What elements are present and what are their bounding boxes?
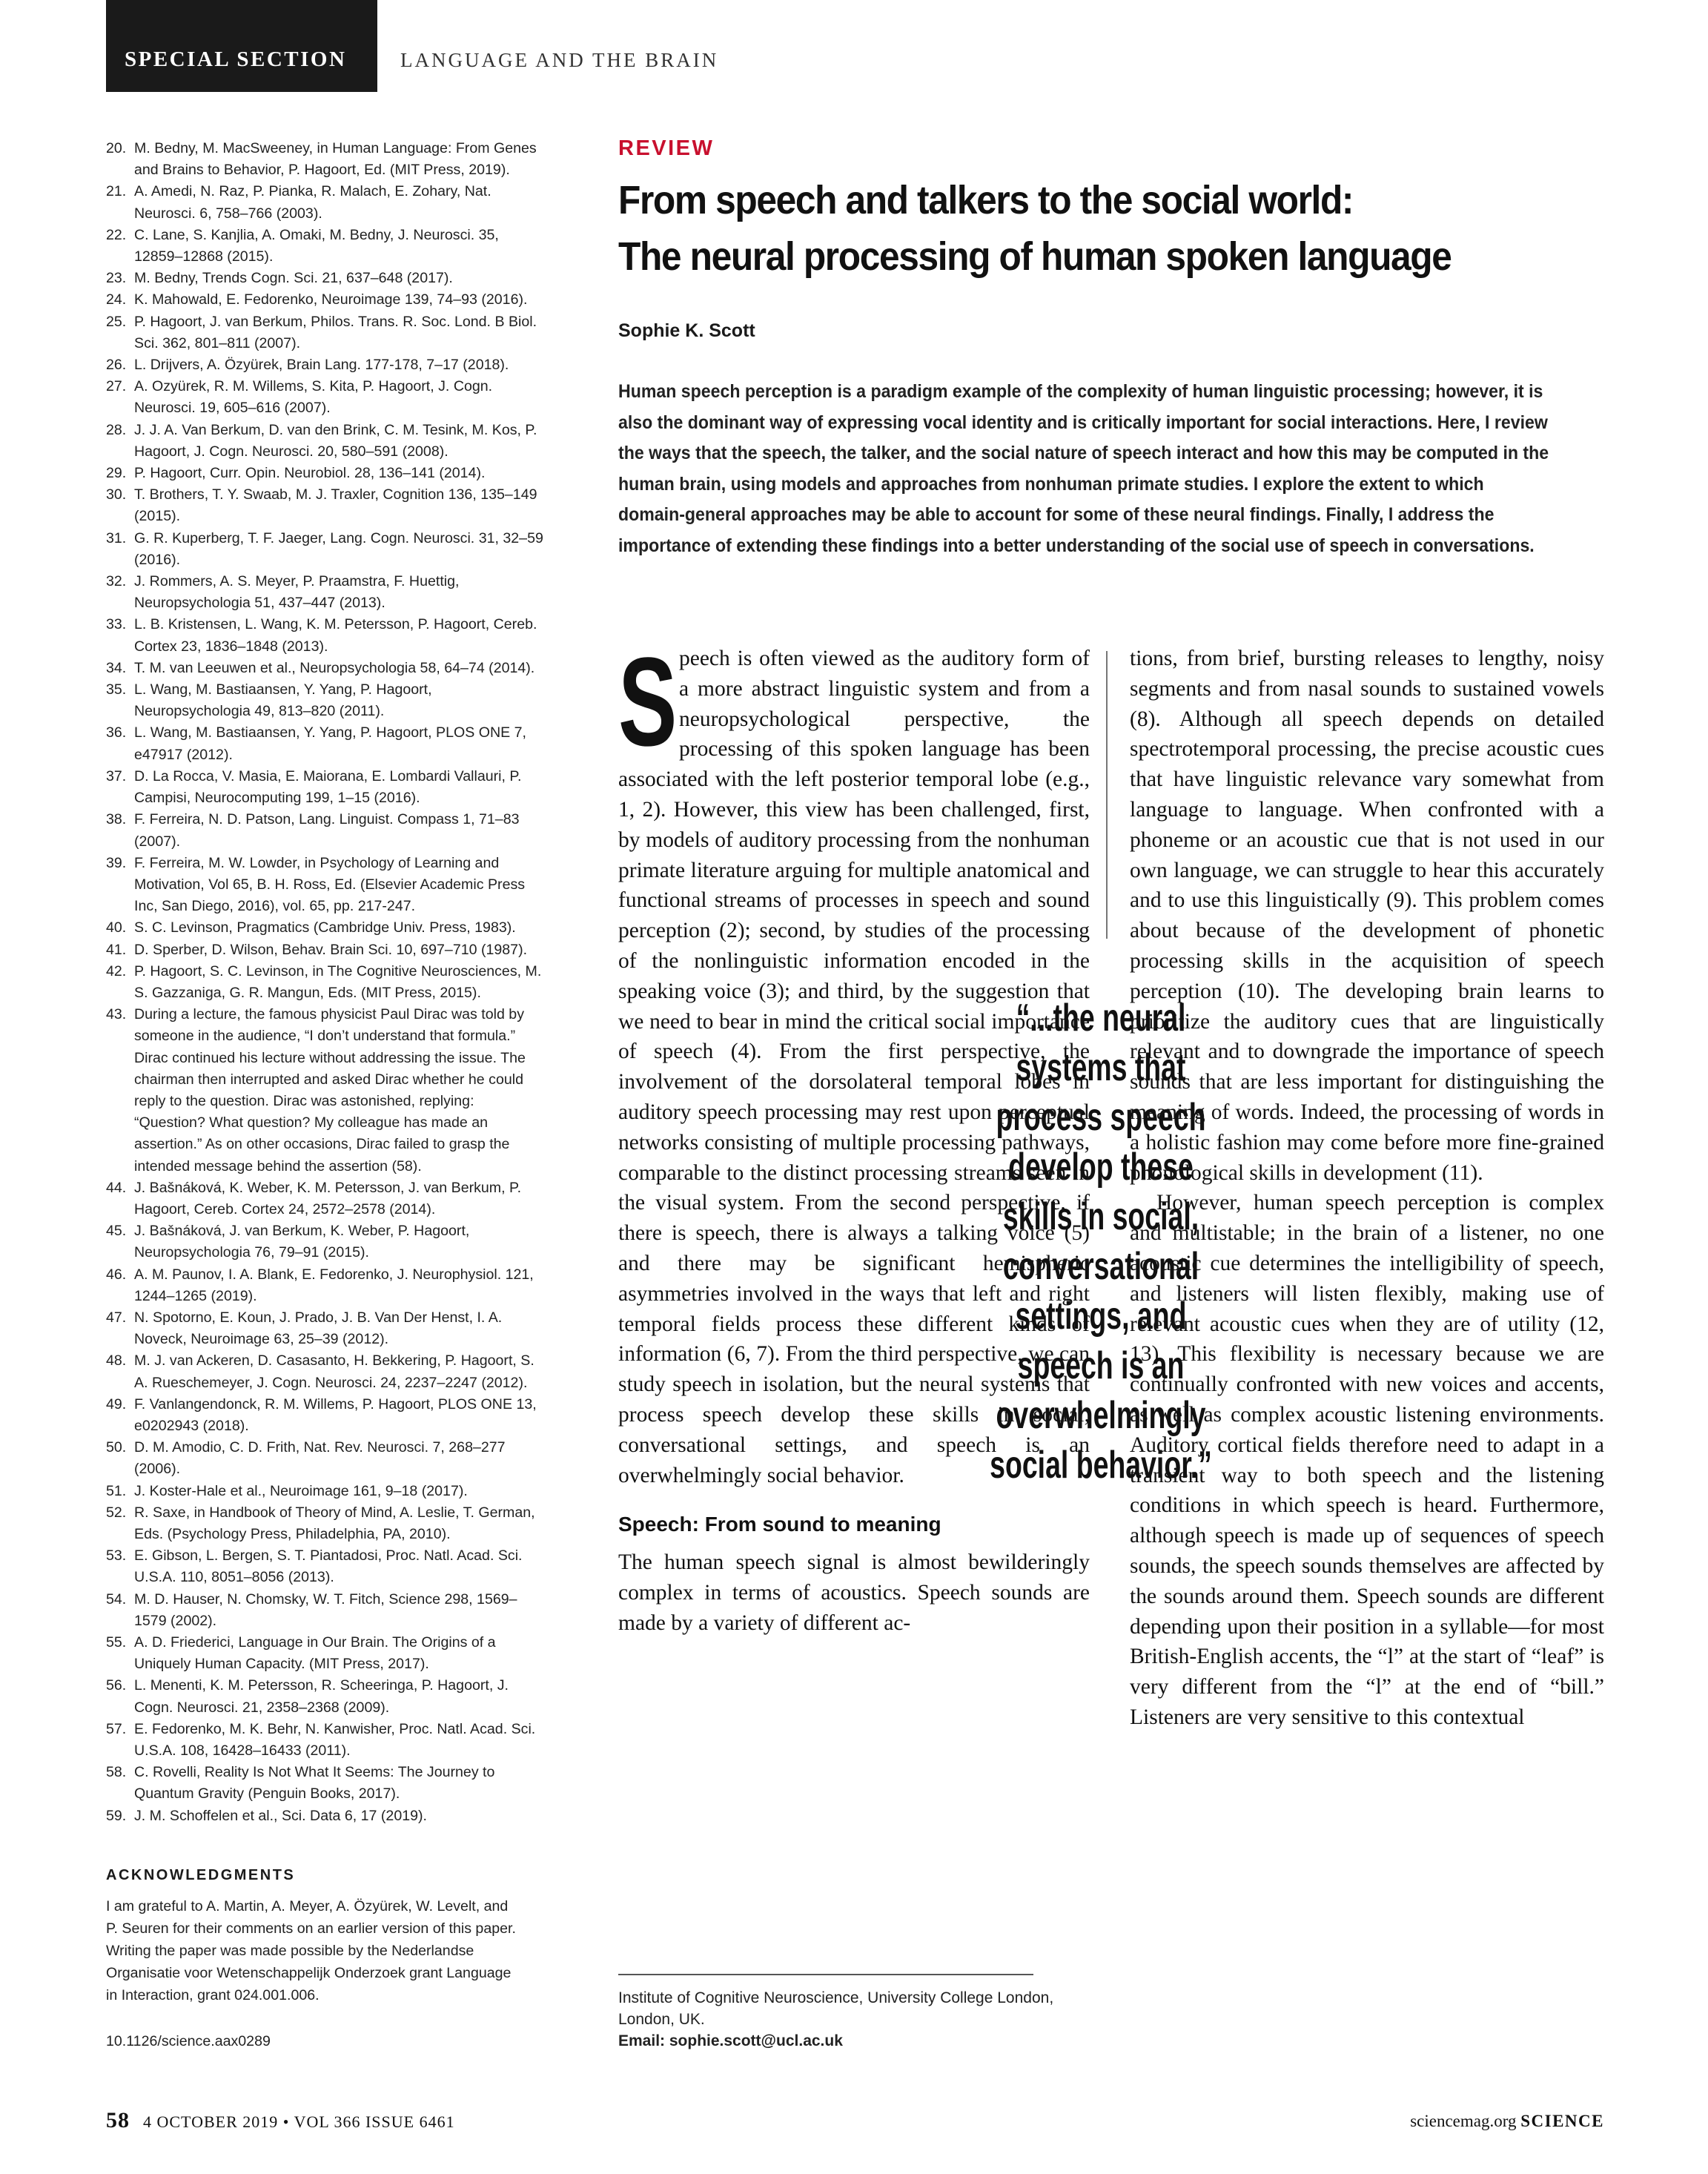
reference-text: A. D. Friederici, Language in Our Brain. The Origins of a Uniquely Human Capacity. (MIT Press, 2017). [134, 1634, 496, 1673]
reference-item [106, 1805, 548, 1827]
body-paragraph-4: However, human speech perception is complex and multistable; in the brain of a listener, no one acoustic cue determines the intelligibility of speech, and listeners will listen flexibly, making use of relevant acoustic cues when they are of utility (12, 13). This flexibility is necessary because we are continually confronted with new voices and accents, as well as complex acoustic listening environments. Auditory cortical fields therefore need to adapt in a transient way to both speech and the listening conditions in which speech is heard. Furthermore, although speech is made up of sequences of speech sounds, the speech sounds themselves are affected by the sounds around them. Speech sounds are different depending upon their position in a syllable—for most British-English accents, the “l” at the start of “leaf” is very different from the “l” at the end of “bill.” Listeners are very sensitive to this contextual [1130, 1191, 1604, 1729]
reference-item [106, 1307, 548, 1350]
reference-text: D. La Rocca, V. Masia, E. Maiorana, E. Lombardi Vallauri, P. Campisi, Neurocomputing 199, 1–15 (2016). [134, 767, 522, 807]
reference-item [106, 1437, 548, 1480]
reference-text: N. Spotorno, E. Koun, J. Prado, J. B. Van Der Henst, I. A. Noveck, Neuroimage 63, 25–39 (2012). [134, 1309, 503, 1348]
reference-item [106, 961, 548, 1004]
reference-item [106, 528, 548, 571]
reference-text: F. Ferreira, M. W. Lowder, in Psychology of Learning and Motivation, Vol 65, B. H. Ross, Ed. (Elsevier Academic Press Inc, San Diego, 2016), vol. 65, pp. 217-247. [134, 854, 526, 915]
reference-number: 52. [106, 1504, 127, 1521]
reference-text: L. Wang, M. Bastiaansen, Y. Yang, P. Hagoort, Neuropsychologia 49, 813–820 (2011). [134, 681, 432, 720]
reference-number: 45. [106, 1223, 127, 1240]
reference-item [106, 376, 548, 419]
reference-text: R. Saxe, in Handbook of Theory of Mind, A. Leslie, T. German, Eds. (Psychology Press, Philadelphia, PA, 2010). [134, 1504, 535, 1542]
reference-number: 35. [106, 681, 127, 698]
reference-number: 25. [106, 313, 127, 330]
reference-text: L. Drijvers, A. Özyürek, Brain Lang. 177-178, 7–17 (2018). [134, 357, 509, 374]
footer-left [106, 2108, 455, 2133]
reference-number: 56. [106, 1677, 127, 1694]
reference-number: 43. [106, 1006, 127, 1023]
reference-item [106, 1177, 548, 1220]
reference-text: M. Bedny, Trends Cogn. Sci. 21, 637–648 (2017). [134, 270, 453, 287]
reference-text: F. Vanlangendonck, R. M. Willems, P. Hagoort, PLOS ONE 13, e0202943 (2018). [134, 1395, 537, 1434]
reference-item [106, 1394, 548, 1437]
reference-number: 51. [106, 1482, 127, 1499]
reference-text: G. R. Kuperberg, T. F. Jaeger, Lang. Cogn. Neurosci. 31, 32–59 (2016). [134, 529, 543, 568]
section-header-box [106, 0, 377, 92]
reference-number: 54. [106, 1590, 127, 1608]
reference-number: 48. [106, 1352, 127, 1370]
column-divider [1106, 651, 1108, 939]
reference-text: T. M. van Leeuwen et al., Neuropsychologia 58, 64–74 (2014). [134, 659, 535, 676]
reference-number: 20. [106, 140, 127, 156]
reference-text: S. C. Levinson, Pragmatics (Cambridge Univ. Press, 1983). [134, 919, 516, 936]
reference-number: 46. [106, 1266, 127, 1283]
reference-number: 27. [106, 378, 127, 395]
reference-number: 50. [106, 1439, 127, 1456]
reference-text: A. Ozyürek, R. M. Willems, S. Kita, P. Hagoort, J. Cogn. Neurosci. 19, 605–616 (2007). [134, 378, 493, 417]
reference-item [106, 614, 548, 657]
reference-text: J. J. A. Van Berkum, D. van den Brink, C. M. Tesink, M. Kos, P. Hagoort, J. Cogn. Neurosci. 20, 580–591 (2008). [134, 421, 537, 460]
reference-item [106, 420, 548, 463]
reference-item [106, 1719, 548, 1762]
reference-number: 24. [106, 291, 127, 308]
reference-number: 33. [106, 616, 127, 633]
reference-number: 30. [106, 486, 127, 503]
reference-text: E. Fedorenko, M. K. Behr, N. Kanwisher, Proc. Natl. Acad. Sci. U.S.A. 108, 16428–16433 (2011). [134, 1720, 536, 1760]
reference-text: P. Hagoort, Curr. Opin. Neurobiol. 28, 136–141 (2014). [134, 465, 486, 482]
reference-text: M. Bedny, M. MacSweeney, in Human Language: From Genes and Brains to Behavior, P. Hagoort, Ed. (MIT Press, 2019). [134, 140, 537, 179]
reference-number: 21. [106, 183, 127, 200]
reference-item [106, 1675, 548, 1718]
reference-list [106, 138, 548, 1827]
doi: 10.1126/science.aax0289 [106, 2033, 271, 2049]
journal-name: SCIENCE [1520, 2112, 1604, 2130]
reference-number: 36. [106, 724, 127, 741]
reference-text: L. B. Kristensen, L. Wang, K. M. Petersson, P. Hagoort, Cereb. Cortex 23, 1836–1848 (2013). [134, 616, 537, 655]
reference-item [106, 722, 548, 765]
reference-text: K. Mahowald, E. Fedorenko, Neuroimage 139, 74–93 (2016). [134, 291, 528, 308]
acknowledgments-heading: ACKNOWLEDGMENTS [106, 1867, 296, 1883]
reference-item [106, 225, 548, 268]
reference-item [106, 289, 548, 311]
pull-quote: “...the neural systems that process speech develop these skills in social, conversational settings, and speech is an overwhelmingly social behavior.” [990, 997, 1212, 1487]
affiliation-text: Institute of Cognitive Neuroscience, University College London, London, UK. [618, 1989, 1054, 2028]
reference-number: 34. [106, 659, 127, 676]
reference-number: 55. [106, 1634, 127, 1651]
reference-item [106, 181, 548, 224]
reference-number: 57. [106, 1720, 127, 1737]
author-affiliation [618, 1987, 1093, 2052]
reference-text: J. Rommers, A. S. Meyer, P. Praamstra, F. Huettig, Neuropsychologia 51, 437–447 (2013). [134, 573, 460, 612]
subsection-heading: Speech: From sound to meaning [618, 1513, 941, 1536]
reference-text: M. J. van Ackeren, D. Casasanto, H. Bekkering, P. Hagoort, S. A. Rueschemeyer, J. Cogn. Neurosci. 24, 2237–2247 (2012). [134, 1352, 534, 1391]
reference-number: 38. [106, 811, 127, 828]
reference-number: 53. [106, 1547, 127, 1565]
reference-number: 47. [106, 1309, 127, 1326]
reference-item [106, 354, 548, 376]
reference-number: 23. [106, 270, 127, 287]
reference-item [106, 679, 548, 722]
section-label: SPECIAL SECTION [125, 47, 347, 71]
reference-item [106, 138, 548, 181]
reference-item [106, 766, 548, 809]
reference-item [106, 658, 548, 679]
reference-text: During a lecture, the famous physicist Paul Dirac was told by someone in the audience, “I don’t understand that formula.” Dirac continued his lecture without addressing the issue. The chairman then interrupted and asked Dirac whether he could reply to the question. Dirac was astonished, replying: “Question? What question? My colleague has made an assertion.” As on other occasions, Dirac failed to grasp the intended message behind the assertion (58). [134, 1006, 526, 1174]
acknowledgments-text: I am grateful to A. Martin, A. Meyer, A. Özyürek, W. Levelt, and P. Seuren for their comments on an earlier version of this paper. Writing the paper was made possible by the Nederlandse Organisatie voor Wetenschappelijk Onderzoek grant Language in Interaction, grant 024.001.006. [106, 1898, 516, 2003]
reference-text: C. Lane, S. Kanjlia, A. Omaki, M. Bedny, J. Neurosci. 35, 12859–12868 (2015). [134, 226, 499, 265]
reference-text: P. Hagoort, S. C. Levinson, in The Cognitive Neurosciences, M. S. Gazzaniga, G. R. Mangun, Eds. (MIT Press, 2015). [134, 962, 542, 1001]
reference-text: F. Ferreira, N. D. Patson, Lang. Linguist. Compass 1, 71–83 (2007). [134, 811, 520, 850]
reference-text: P. Hagoort, J. van Berkum, Philos. Trans. R. Soc. Lond. B Biol. Sci. 362, 801–811 (2007). [134, 313, 537, 351]
reference-number: 59. [106, 1807, 127, 1824]
author-email[interactable]: Email: sophie.scott@ucl.ac.uk [618, 2032, 843, 2049]
reference-text: L. Wang, M. Bastiaansen, Y. Yang, P. Hagoort, PLOS ONE 7, e47917 (2012). [134, 724, 526, 763]
reference-text: D. Sperber, D. Wilson, Behav. Brain Sci. 10, 697–710 (1987). [134, 941, 528, 958]
section-topic: LANGUAGE AND THE BRAIN [400, 49, 719, 71]
reference-number: 44. [106, 1179, 127, 1196]
issue-info: 4 OCTOBER 2019 • VOL 366 ISSUE 6461 [143, 2112, 455, 2131]
footer-right [1410, 2112, 1604, 2131]
reference-text: J. M. Schoffelen et al., Sci. Data 6, 17 (2019). [134, 1807, 427, 1824]
article-title-line-2: The neural processing of human spoken language [618, 234, 1452, 279]
reference-item [106, 1632, 548, 1675]
reference-number: 42. [106, 962, 127, 979]
reference-item [106, 484, 548, 527]
article-title [618, 172, 1552, 285]
reference-item [106, 917, 548, 939]
article-abstract: Human speech perception is a paradigm example of the complexity of human linguistic processing; however, it is also the dominant way of expressing vocal identity and is critically important for social interactions. Here, I review the ways that the speech, the talker, and the social nature of speech interact and how this may be computed in the human brain, using models and approaches from nonhuman primate studies. I explore the extent to which domain-general approaches may be able to account for some of these neural findings. Finally, I address the importance of extending these findings into a better understanding of the social use of speech in conversations. [618, 382, 1549, 556]
body-paragraph-2: The human speech signal is almost bewilderingly complex in terms of acoustics. Speech sounds are made by a variety of different ac- [618, 1550, 1090, 1635]
body-paragraph-1: peech is often viewed as the auditory form of a more abstract linguistic system and from a neuropsychological perspective, the processing of this spoken language has been associated with the left posterior temporal lobe (e.g., 1, 2). However, this view has been challenged, first, by models of auditory processing from the nonhuman primate literature arguing for multiple anatomical and functional streams of processes in speech and sound perception (2); second, by studies of the processing of the nonlinguistic information encoded in the speaking voice (3); and third, by the suggestion that we need to bear in mind the critical social importance of speech (4). From the first perspective, the involvement of the dorsolateral temporal lobes in auditory speech processing may rest upon perceptual networks consisting of multiple processing pathways, comparable to the distinct processing streams seen in the visual system. From the second perspective, if there is speech, there is always a talking voice (5) and there may be significant hemispheric asymmetries involved in the ways that left and right temporal fields process these different kinds of information (6, 7). From the third perspective, we can study speech in isolation, but the neural systems that process speech develop these skills in social, conversational settings, and speech is an overwhelmingly social behavior. [618, 647, 1090, 1487]
reference-number: 22. [106, 226, 127, 243]
reference-text: J. Bašnáková, J. van Berkum, K. Weber, P. Hagoort, Neuropsychologia 76, 79–91 (2015). [134, 1223, 470, 1261]
site-url[interactable]: sciencemag.org [1410, 2112, 1517, 2130]
reference-text: A. Amedi, N. Raz, P. Pianka, R. Malach, E. Zohary, Nat. Neurosci. 6, 758–766 (2003). [134, 183, 491, 222]
article-author: Sophie K. Scott [618, 320, 755, 341]
reference-item [106, 268, 548, 289]
reference-number: 32. [106, 573, 127, 590]
reference-text: J. Koster-Hale et al., Neuroimage 161, 9–18 (2017). [134, 1482, 468, 1499]
reference-item [106, 311, 548, 354]
reference-number: 28. [106, 421, 127, 438]
reference-item [106, 1004, 548, 1177]
reference-text: D. M. Amodio, C. D. Frith, Nat. Rev. Neurosci. 7, 268–277 (2006). [134, 1439, 506, 1478]
reference-item [106, 1502, 548, 1545]
reference-item [106, 853, 548, 918]
reference-item [106, 1545, 548, 1588]
article-kicker: REVIEW [618, 136, 715, 160]
reference-number: 26. [106, 357, 127, 374]
reference-item [106, 1264, 548, 1307]
footnote-rule [618, 1974, 1033, 1975]
reference-text: M. D. Hauser, N. Chomsky, W. T. Fitch, Science 298, 1569–1579 (2002). [134, 1590, 517, 1629]
drop-cap: S [618, 632, 678, 773]
reference-number: 58. [106, 1764, 127, 1781]
reference-text: A. M. Paunov, I. A. Blank, E. Fedorenko, J. Neurophysiol. 121, 1244–1265 (2019). [134, 1266, 534, 1304]
reference-item [106, 1350, 548, 1393]
reference-number: 31. [106, 529, 127, 546]
reference-number: 41. [106, 941, 127, 958]
reference-number: 37. [106, 767, 127, 784]
reference-number: 39. [106, 854, 127, 871]
reference-text: T. Brothers, T. Y. Swaab, M. J. Traxler, Cognition 136, 135–149 (2015). [134, 486, 537, 525]
reference-number: 29. [106, 465, 127, 482]
reference-number: 40. [106, 919, 127, 936]
reference-text: E. Gibson, L. Bergen, S. T. Piantadosi, Proc. Natl. Acad. Sci. U.S.A. 110, 8051–8056 (2013). [134, 1547, 523, 1586]
reference-number: 49. [106, 1395, 127, 1413]
reference-text: L. Menenti, K. M. Petersson, R. Scheeringa, P. Hagoort, J. Cogn. Neurosci. 21, 2358–2368 (2009). [134, 1677, 509, 1716]
reference-item [106, 463, 548, 484]
reference-item [106, 809, 548, 852]
reference-item [106, 1481, 548, 1502]
article-title-line-1: From speech and talkers to the social world: [618, 178, 1354, 222]
reference-text: J. Bašnáková, K. Weber, K. M. Petersson, J. van Berkum, P. Hagoort, Cereb. Cortex 24, 2572–2578 (2014). [134, 1179, 522, 1217]
page-number: 58 [106, 2108, 130, 2132]
reference-item [106, 1762, 548, 1805]
reference-item [106, 939, 548, 961]
reference-item [106, 571, 548, 614]
reference-item [106, 1220, 548, 1263]
reference-text: C. Rovelli, Reality Is Not What It Seems: The Journey to Quantum Gravity (Penguin Books, 2017). [134, 1764, 495, 1803]
reference-item [106, 1589, 548, 1632]
body-paragraph-3: tions, from brief, bursting releases to lengthy, noisy segments and from nasal sounds to sustained vowels (8). Although all speech depends on detailed spectrotemporal processing, the precise acoustic cues that have linguistic relevance vary somewhat from language to language. When confronted with a phoneme or an acoustic cue that is not used in our own language, we can struggle to hear this accurately and to use this linguistically (9). This problem comes about because of the development of phonetic processing skills in the acquisition of speech perception (10). The developing brain learns to prioritize the auditory cues that are linguistically relevant and to downgrade the importance of speech sounds that are less important for distinguishing the meaning of words. Indeed, the processing of words in a holistic fashion may come before more fine-grained phonological skills in development (11). [1130, 647, 1604, 1185]
